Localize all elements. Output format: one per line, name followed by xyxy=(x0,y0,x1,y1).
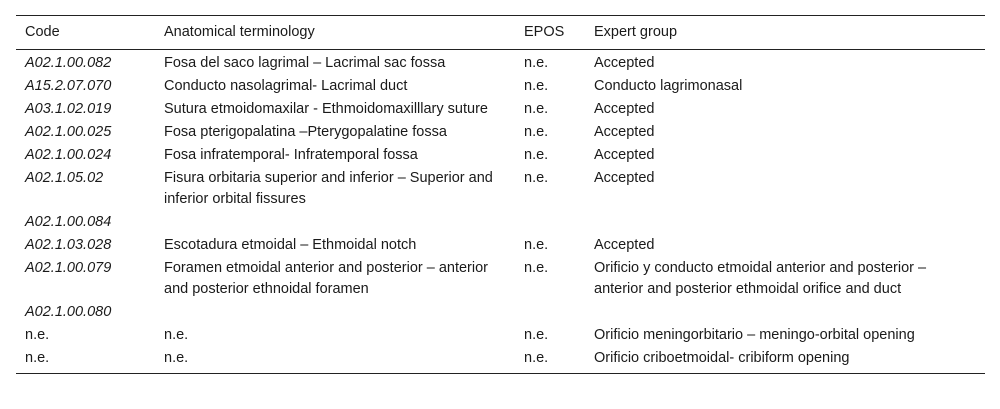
table-row xyxy=(16,347,985,374)
cell-code: A02.1.05.02 xyxy=(25,170,104,186)
cell-epos: n.e. xyxy=(524,124,549,140)
table-row xyxy=(16,75,985,98)
cell-expert: Accepted xyxy=(594,147,655,163)
cell-term: Fosa del saco lagrimal – Lacrimal sac fossa xyxy=(164,55,446,71)
cell-term xyxy=(155,301,515,324)
table-row xyxy=(16,234,985,257)
table-row xyxy=(16,257,985,301)
table-row xyxy=(16,50,985,76)
terminology-table xyxy=(16,15,985,374)
cell-term: n.e. xyxy=(164,327,189,343)
cell-expert xyxy=(585,301,985,324)
header-anatomical-terminology: Anatomical terminology xyxy=(164,24,315,40)
cell-expert xyxy=(585,211,985,234)
cell-code: n.e. xyxy=(25,350,50,366)
cell-epos: n.e. xyxy=(524,237,549,253)
cell-term: Foramen etmoidal anterior and posterior – anterior and posterior ethnoidal foramen xyxy=(164,260,488,297)
cell-expert: Orificio meningorbitario – meningo-orbital opening xyxy=(594,327,915,343)
cell-code: A02.1.00.024 xyxy=(25,147,112,163)
cell-expert: Accepted xyxy=(594,237,655,253)
table-row xyxy=(16,144,985,167)
cell-term xyxy=(155,211,515,234)
cell-code: n.e. xyxy=(25,327,50,343)
header-epos: EPOS xyxy=(524,24,565,40)
cell-term: Fosa infratemporal- Infratemporal fossa xyxy=(164,147,418,163)
header-expert-group: Expert group xyxy=(594,24,678,40)
cell-expert: Accepted xyxy=(594,124,655,140)
cell-epos: n.e. xyxy=(524,170,549,186)
cell-term: n.e. xyxy=(164,350,189,366)
table-header xyxy=(16,16,985,50)
cell-code: A02.1.00.080 xyxy=(25,304,112,320)
cell-code: A02.1.00.025 xyxy=(25,124,112,140)
cell-expert: Orificio y conducto etmoidal anterior and posterior – anterior and posterior ethmoidal orifice and duct xyxy=(594,260,927,297)
cell-code: A15.2.07.070 xyxy=(25,78,112,94)
cell-code: A03.1.02.019 xyxy=(25,101,112,117)
cell-code: A02.1.00.079 xyxy=(25,260,112,276)
cell-expert: Accepted xyxy=(594,101,655,117)
cell-term: Fisura orbitaria superior and inferior – Superior and inferior orbital fissures xyxy=(164,170,493,207)
table-body xyxy=(16,50,985,374)
table-row xyxy=(16,121,985,144)
header-row xyxy=(16,16,985,50)
cell-code: A02.1.03.028 xyxy=(25,237,112,253)
cell-term: Fosa pterigopalatina –Pterygopalatine fossa xyxy=(164,124,447,140)
cell-epos: n.e. xyxy=(524,350,549,366)
terminology-table-container xyxy=(16,15,985,374)
cell-term: Sutura etmoidomaxilar - Ethmoidomaxilllary suture xyxy=(164,101,488,117)
table-row xyxy=(16,301,985,324)
cell-epos: n.e. xyxy=(524,147,549,163)
cell-expert: Conducto lagrimonasal xyxy=(594,78,743,94)
cell-expert: Accepted xyxy=(594,55,655,71)
cell-term: Conducto nasolagrimal- Lacrimal duct xyxy=(164,78,408,94)
cell-epos: n.e. xyxy=(524,327,549,343)
cell-code: A02.1.00.082 xyxy=(25,55,112,71)
table-row xyxy=(16,324,985,347)
cell-epos xyxy=(515,211,585,234)
cell-epos: n.e. xyxy=(524,101,549,117)
table-row xyxy=(16,167,985,211)
cell-term: Escotadura etmoidal – Ethmoidal notch xyxy=(164,237,417,253)
cell-epos xyxy=(515,301,585,324)
table-row xyxy=(16,211,985,234)
cell-expert: Orificio criboetmoidal- cribiform opening xyxy=(594,350,850,366)
header-code: Code xyxy=(25,24,60,40)
cell-epos: n.e. xyxy=(524,78,549,94)
cell-code: A02.1.00.084 xyxy=(25,214,112,230)
table-row xyxy=(16,98,985,121)
cell-epos: n.e. xyxy=(524,260,549,276)
cell-epos: n.e. xyxy=(524,55,549,71)
cell-expert: Accepted xyxy=(594,170,655,186)
